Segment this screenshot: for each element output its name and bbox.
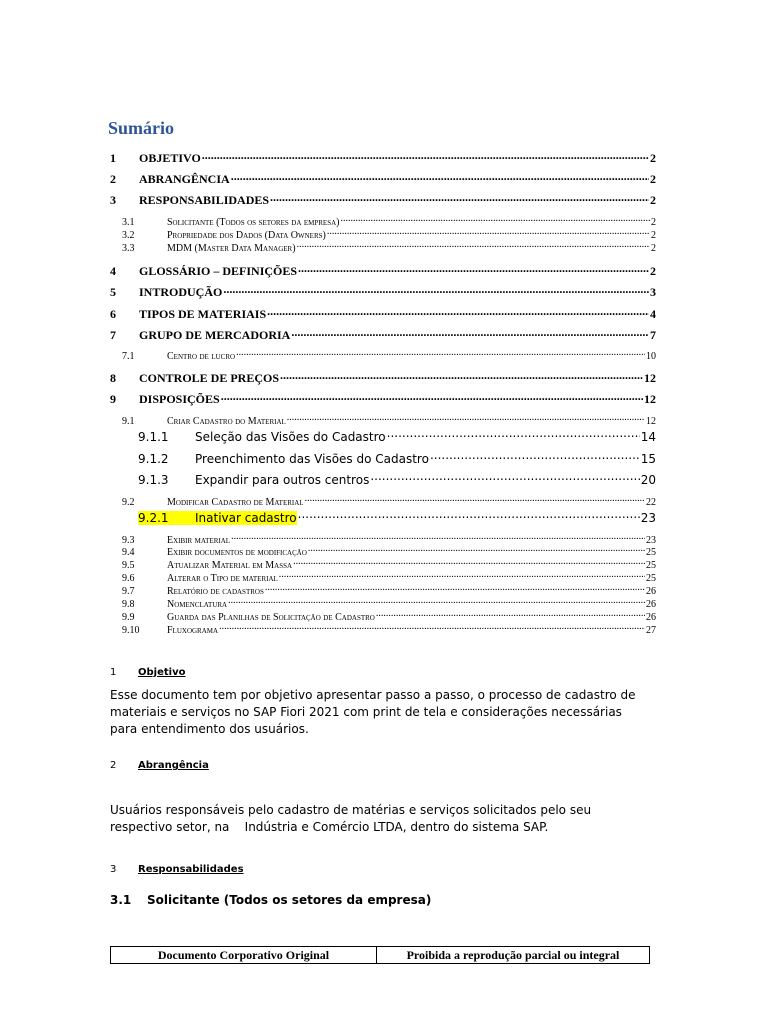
- toc-entry-number: 9.10: [122, 625, 140, 636]
- footer-notice-table: [110, 946, 650, 964]
- toc-entry-text: Modificar Cadastro de Material: [167, 497, 304, 508]
- toc-entry-page: 26: [646, 612, 656, 623]
- toc-entry-number: 3.3: [122, 243, 135, 254]
- toc-entry-text: Centro de lucro: [167, 351, 236, 362]
- toc-entry-number: 9.1.3: [138, 473, 169, 487]
- toc-entry-page: 10: [646, 351, 656, 362]
- toc-entry-number: 9: [110, 392, 116, 406]
- toc-entry-text: GLOSSÁRIO – DEFINIÇÕES: [139, 264, 298, 278]
- toc-leader: [223, 282, 649, 296]
- toc-entry-page: 25: [646, 560, 656, 571]
- toc-entry[interactable]: [110, 169, 656, 185]
- toc-entry-text: Criar Cadastro do Material: [167, 416, 286, 427]
- toc-entry-page: 23: [646, 535, 656, 546]
- toc-entry[interactable]: [122, 582, 656, 597]
- toc-leader: [291, 325, 649, 339]
- footer-right-cell: Proibida a reprodução parcial ou integral: [406, 947, 620, 962]
- toc-entry-page: 2: [650, 264, 656, 278]
- toc-entry[interactable]: [122, 347, 656, 362]
- toc-entry-text: ABRANGÊNCIA: [139, 172, 230, 186]
- toc-leader: [297, 239, 650, 251]
- footer-left-cell: Documento Corporativo Original: [111, 947, 377, 963]
- toc-entry[interactable]: [138, 426, 656, 443]
- toc-entry-text: Solicitante (Todos os setores da empresa): [167, 217, 340, 228]
- toc-entry[interactable]: [122, 412, 656, 427]
- section-number: 1: [110, 667, 117, 678]
- section-heading-abrangencia: [110, 760, 209, 771]
- toc-entry-page: 25: [646, 547, 656, 558]
- section-heading-responsabilidades: [110, 864, 244, 875]
- toc-leader: [298, 261, 649, 275]
- toc-entry-page: 15: [640, 452, 656, 466]
- toc-entry-text: Atualizar Material em Massa: [167, 560, 293, 571]
- toc-entry-page: 3: [650, 285, 656, 299]
- toc-entry-number: 9.4: [122, 547, 135, 558]
- toc-entry[interactable]: [122, 556, 656, 571]
- toc-entry-text: CONTROLE DE PREÇOS: [139, 371, 280, 385]
- section-title: Responsabilidades: [138, 864, 244, 875]
- toc-leader: [298, 507, 640, 522]
- toc-entry-text: Propriedade dos Dados (Data Owners): [167, 230, 326, 241]
- toc-leader: [387, 426, 640, 441]
- toc-entry-number: 9.1.1: [138, 430, 169, 444]
- toc-entry-number: 9.1: [122, 416, 135, 427]
- toc-entry-text: DISPOSIÇÕES: [139, 392, 220, 406]
- toc-entry-text: Exibir material: [167, 535, 231, 546]
- toc-entry-number: 9.3: [122, 535, 135, 546]
- toc-leader: [370, 469, 639, 484]
- toc-entry[interactable]: [110, 389, 656, 405]
- toc-entry-page: 20: [640, 473, 656, 487]
- toc-leader: [305, 493, 645, 505]
- toc-entry-number: 9.1.2: [138, 452, 169, 466]
- toc-entry-text: Nomenclatura: [167, 599, 228, 610]
- toc-entry[interactable]: [110, 282, 656, 298]
- toc-entry-text: MDM (Master Data Manager): [167, 243, 296, 254]
- toc-entry-page: 2: [650, 151, 656, 165]
- toc-entry-page: 14: [640, 430, 656, 444]
- toc-entry-text: Preenchimento das Visões do Cadastro: [195, 452, 429, 466]
- toc-leader: [231, 169, 649, 183]
- subsection-heading-solicitante: [110, 893, 431, 907]
- toc-entry-page: 2: [651, 217, 656, 228]
- toc-entry-text: Exibir documentos de modificação: [167, 547, 307, 558]
- toc-entry[interactable]: [122, 543, 656, 558]
- toc-leader: [228, 595, 645, 607]
- toc-leader: [340, 213, 650, 225]
- toc-entry-text: INTRODUÇÃO: [139, 285, 223, 299]
- toc-entry-text: TIPOS DE MATERIAIS: [139, 307, 267, 321]
- toc-entry-text: Alterar o Tipo de material: [167, 573, 278, 584]
- toc-entry-page: 2: [650, 172, 656, 186]
- toc-leader: [308, 543, 645, 555]
- toc-entry[interactable]: [110, 368, 656, 384]
- toc-entry-page: 23: [640, 511, 656, 525]
- toc-entry-number: 4: [110, 264, 116, 278]
- toc-leader: [221, 389, 643, 403]
- toc-leader: [279, 569, 645, 581]
- toc-leader: [236, 347, 645, 359]
- toc-title: Sumário: [108, 118, 175, 138]
- toc-entry[interactable]: [110, 261, 656, 277]
- toc-entry-text: GRUPO DE MERCADORIA: [139, 328, 291, 342]
- toc-leader: [219, 621, 645, 633]
- toc-entry-number: 9.9: [122, 612, 135, 623]
- toc-entry[interactable]: [138, 469, 656, 486]
- toc-entry-number: 2: [110, 172, 116, 186]
- toc-entry-page: 12: [644, 371, 656, 385]
- toc-entry[interactable]: [122, 621, 656, 636]
- toc-entry-page: 27: [646, 625, 656, 636]
- toc-entry-text: Inativar cadastro: [195, 511, 297, 525]
- toc-entry[interactable]: [110, 304, 656, 320]
- toc-entry-page: 12: [644, 392, 656, 406]
- toc-entry[interactable]: [110, 148, 656, 164]
- toc-entry-number: 9.2.1: [138, 511, 195, 525]
- toc-entry-page: 2: [651, 243, 656, 254]
- toc-leader: [327, 226, 650, 238]
- toc-leader: [280, 368, 643, 382]
- toc-leader: [293, 556, 645, 568]
- toc-leader: [270, 190, 649, 204]
- toc-leader: [202, 148, 649, 162]
- toc-leader: [287, 412, 645, 424]
- toc-entry-page: 4: [650, 307, 656, 321]
- toc-entry-number: 9.8: [122, 599, 135, 610]
- toc-entry[interactable]: [122, 239, 656, 254]
- toc-entry-text: RESPONSABILIDADES: [139, 193, 270, 207]
- toc-entry-text: Expandir para outros centros: [195, 473, 370, 487]
- toc-entry-text: Fluxograma: [167, 625, 219, 636]
- toc-entry-number: 9.6: [122, 573, 135, 584]
- toc-entry-text: Seleção das Visões do Cadastro: [195, 430, 386, 444]
- section-title: Abrangência: [138, 760, 209, 771]
- toc-entry-number: 1: [110, 151, 116, 165]
- toc-entry[interactable]: [122, 569, 656, 584]
- toc-entry-number: 5: [110, 285, 116, 299]
- subsection-number: 3.1: [110, 893, 132, 907]
- toc-entry[interactable]: [138, 448, 656, 465]
- toc-entry-page: 2: [650, 193, 656, 207]
- toc-entry-number: 3: [110, 193, 116, 207]
- toc-entry-number: 3.2: [122, 230, 135, 241]
- toc-entry-page: 26: [646, 599, 656, 610]
- toc-entry[interactable]: [110, 190, 656, 206]
- toc-entry-text: OBJETIVO: [139, 151, 201, 165]
- section-number: 3: [110, 864, 117, 875]
- toc-entry[interactable]: [122, 226, 656, 241]
- toc-entry-page: 22: [646, 497, 656, 508]
- toc-entry-text: Relatório de cadastros: [167, 586, 264, 597]
- toc-leader: [265, 582, 645, 594]
- toc-entry-number: 9.5: [122, 560, 135, 571]
- toc-entry-highlighted[interactable]: [138, 507, 656, 524]
- toc-entry-number: 7.1: [122, 351, 135, 362]
- toc-leader: [430, 448, 640, 463]
- section-number: 2: [110, 760, 117, 771]
- toc-entry-text: Guarda das Planilhas de Solicitação de Cadastro: [167, 612, 375, 623]
- toc-entry-number: 7: [110, 328, 116, 342]
- toc-entry[interactable]: [122, 531, 656, 546]
- toc-entry-page: 2: [651, 230, 656, 241]
- toc-entry[interactable]: [122, 213, 656, 228]
- toc-entry-number: 8: [110, 371, 116, 385]
- toc-entry[interactable]: [110, 325, 656, 341]
- toc-entry[interactable]: [122, 595, 656, 610]
- subsection-title: Solicitante (Todos os setores da empresa): [147, 893, 432, 907]
- toc-entry-number: 9.7: [122, 586, 135, 597]
- toc-entry-number: 3.1: [122, 217, 135, 228]
- abrangencia-paragraph: Usuários responsáveis pelo cadastro de matérias e serviços solicitados pelo seu respectivo setor, na Indústria e Comércio LTDA, dentro do sistema SAP.: [110, 803, 595, 834]
- toc-entry-page: 12: [646, 416, 656, 427]
- toc-leader: [376, 608, 645, 620]
- section-title: Objetivo: [138, 667, 186, 678]
- objetivo-paragraph: Esse documento tem por objetivo apresentar passo a passo, o processo de cadastro de materiais e serviços no SAP Fiori 2021 com print de tela e considerações necessárias para entendimento dos usuários.: [110, 688, 636, 736]
- toc-leader: [267, 304, 649, 318]
- toc-entry-number: 9.2: [122, 497, 135, 508]
- toc-entry[interactable]: [122, 608, 656, 623]
- toc-entry-page: 7: [650, 328, 656, 342]
- toc-entry-page: 26: [646, 586, 656, 597]
- toc-leader: [231, 531, 645, 543]
- section-heading-objetivo: [110, 667, 185, 678]
- toc-entry-number: 6: [110, 307, 116, 321]
- toc-entry-page: 25: [646, 573, 656, 584]
- toc-entry[interactable]: [122, 493, 656, 508]
